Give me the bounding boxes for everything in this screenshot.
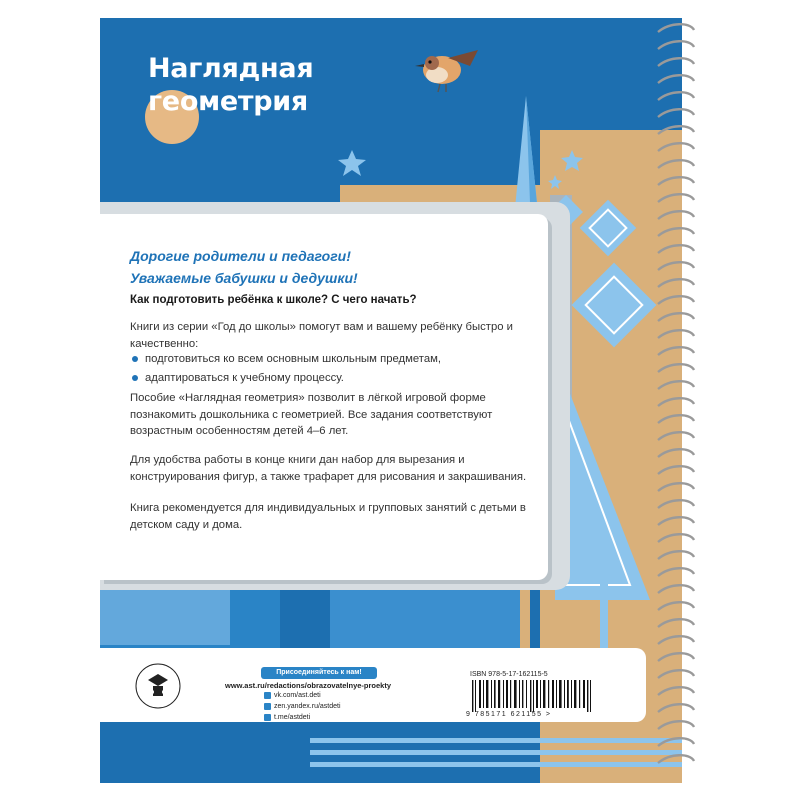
publisher-logo <box>122 654 194 718</box>
greeting-line2: Уважаемые бабушки и дедушки! <box>130 270 358 286</box>
barcode <box>470 680 600 712</box>
spiral-ring <box>658 721 694 729</box>
bird-illustration <box>415 50 478 92</box>
spiral-ring <box>658 381 694 389</box>
spiral-ring <box>658 619 694 627</box>
social-zen[interactable]: zen.yandex.ru/astdeti <box>264 703 341 710</box>
website-link[interactable]: www.ast.ru/redactions/obrazovatelnye-proekty <box>225 681 392 690</box>
star-1 <box>338 150 366 176</box>
barcode-number: 9 785171 621155 > <box>466 711 552 718</box>
greeting <box>130 245 530 289</box>
spiral-ring <box>658 228 694 236</box>
spiral-ring <box>658 109 694 117</box>
light-blue-block <box>100 590 230 645</box>
spiral-ring <box>658 500 694 508</box>
spiral-ring <box>658 347 694 355</box>
bullet-icon <box>132 375 138 381</box>
list-item: подготовиться ко всем основным школьным предметам, <box>130 350 535 369</box>
spiral-ring <box>658 585 694 593</box>
paragraph-manual: Пособие «Наглядная геометрия» позволит в лёгкой игровой форме познакомить дошкольника с геометрией. Все задания соответствуют возрастным особенностям детей 4–6 лет. <box>130 392 493 437</box>
social-telegram[interactable]: t.me/astdeti <box>264 714 310 721</box>
zen-icon <box>264 703 271 710</box>
spiral-ring <box>658 517 694 525</box>
paragraph-kit: Для удобства работы в конце книги дан набор для вырезания и конструирования фигур, а также трафарет для рисования и закрашивания. <box>130 454 527 483</box>
spiral-ring <box>658 653 694 661</box>
vk-icon <box>264 692 271 699</box>
spiral-ring <box>658 92 694 100</box>
spiral-ring <box>658 670 694 678</box>
spiral-ring <box>658 160 694 168</box>
spiral-ring <box>658 24 694 32</box>
title-line1: Наглядная <box>148 53 314 84</box>
spiral-ring <box>658 687 694 695</box>
stripe-2 <box>310 750 682 755</box>
spiral-ring <box>658 330 694 338</box>
spiral-ring <box>658 279 694 287</box>
spiral-ring <box>658 364 694 372</box>
isbn: ISBN 978-5-17-162115-5 <box>470 671 548 678</box>
spiral-binding <box>654 0 698 800</box>
spiral-ring <box>658 177 694 185</box>
spiral-ring <box>658 534 694 542</box>
spiral-ring <box>658 313 694 321</box>
paragraph-recommendation: Книга рекомендуется для индивидуальных и групповых занятий с детьми в детском саду и дома. <box>130 502 526 531</box>
stripe-3 <box>310 762 682 767</box>
spiral-ring <box>658 398 694 406</box>
book-title <box>148 52 313 118</box>
stripe-1 <box>310 738 682 743</box>
spiral-ring <box>658 194 694 202</box>
paragraph-series: Книги из серии «Год до школы» помогут вам и вашему ребёнку быстро и качественно: <box>130 321 513 350</box>
question-heading: Как подготовить ребёнка к школе? С чего начать? <box>130 294 417 306</box>
title-line2: геометрия <box>148 86 308 117</box>
spiral-ring <box>658 636 694 644</box>
greeting-line1: Дорогие родители и педагоги! <box>130 248 351 264</box>
spiral-ring <box>658 75 694 83</box>
spiral-ring <box>658 483 694 491</box>
spiral-ring <box>658 296 694 304</box>
spiral-ring <box>658 738 694 746</box>
spiral-ring <box>658 704 694 712</box>
join-badge: Присоединяйтесь к нам! <box>261 667 377 679</box>
spiral-ring <box>658 432 694 440</box>
spiral-ring <box>658 211 694 219</box>
blue-post <box>600 540 608 650</box>
spiral-ring <box>658 551 694 559</box>
spiral-ring <box>658 755 694 763</box>
spiral-ring <box>658 143 694 151</box>
spiral-ring <box>658 602 694 610</box>
spiral-ring <box>658 262 694 270</box>
spiral-ring <box>658 449 694 457</box>
spiral-ring <box>658 58 694 66</box>
spiral-ring <box>658 415 694 423</box>
bullet-icon <box>132 356 138 362</box>
benefits-list <box>130 350 535 388</box>
spiral-ring <box>658 466 694 474</box>
spiral-ring <box>658 245 694 253</box>
spiral-ring <box>658 568 694 576</box>
social-vk[interactable]: vk.com/ast.deti <box>264 692 321 699</box>
spiral-ring <box>658 41 694 49</box>
spiral-ring <box>658 126 694 134</box>
telegram-icon <box>264 714 271 721</box>
list-item: адаптироваться к учебному процессу. <box>130 369 535 388</box>
